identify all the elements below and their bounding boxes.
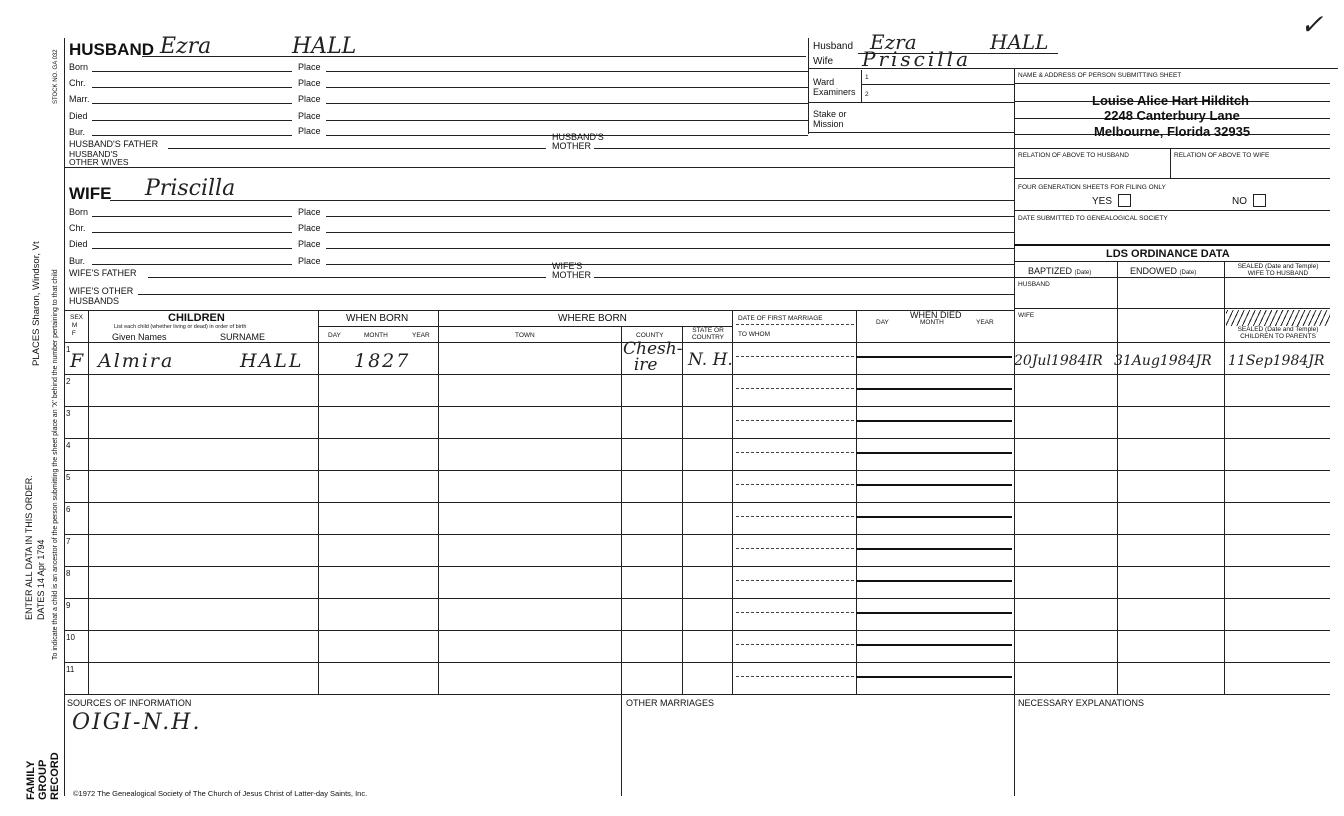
husband-marr-place-label: Place (298, 94, 321, 104)
header-husband-label: Husband (813, 41, 854, 52)
child-died-field[interactable] (856, 470, 1012, 486)
given-names-label: Given Names (112, 332, 167, 342)
w-born-date-line[interactable] (92, 216, 292, 217)
child-row-line (64, 470, 1330, 471)
h-chr-date-line[interactable] (92, 87, 292, 88)
child-marriage-dash[interactable] (736, 644, 854, 645)
wife-died-label: Died (69, 239, 88, 249)
child-marriage-dash[interactable] (736, 612, 854, 613)
children-note: List each child (whether living or dead) in order of birth (114, 324, 247, 330)
h-born-date-line[interactable] (92, 71, 292, 72)
child-row-line (64, 374, 1330, 375)
h-died-place-line[interactable] (326, 120, 808, 121)
relation-top-line (1014, 148, 1330, 149)
baptized-label: BAPTIZED (Date) (1028, 266, 1092, 276)
when-born-sub-line (318, 326, 438, 327)
wife-father-label: WIFE'S FATHER (69, 268, 137, 278)
wife-chr-place-label: Place (298, 223, 321, 233)
date-submitted-label: DATE SUBMITTED TO GENEALOGICAL SOCIETY (1018, 215, 1168, 222)
record-label: RECORD (49, 752, 61, 800)
header-wife-line (808, 68, 1338, 69)
necessary-explanations-label: NECESSARY EXPLANATIONS (1018, 698, 1145, 708)
w-died-date-line[interactable] (92, 248, 292, 249)
other-marriages-label: OTHER MARRIAGES (626, 698, 715, 708)
sources-label: SOURCES OF INFORMATION (67, 698, 192, 708)
header-husband-surname[interactable]: HALL (990, 30, 1049, 54)
wife-bur-place-label: Place (298, 256, 321, 266)
child-marriage-dash[interactable] (736, 548, 854, 549)
ancestor-instruction: To indicate that a child is an ancestor of the person submitting the sheet place an 'X' behind the number pertaining to that child (52, 269, 59, 660)
husband-father-line[interactable] (168, 148, 546, 149)
child-row-number: 8 (66, 569, 71, 578)
child-row-number: 4 (66, 441, 71, 450)
h-bur-date-line[interactable] (92, 135, 292, 136)
submitter-name[interactable]: Louise Alice Hart Hilditch (1092, 93, 1249, 108)
wife-died-place-label: Place (298, 239, 321, 249)
husband-chr-label: Chr. (69, 78, 86, 88)
wife-name-line (110, 200, 1014, 201)
born-day-label: DAY (328, 332, 341, 339)
four-gen-label: FOUR GENERATION SHEETS FOR FILING ONLY (1018, 184, 1166, 191)
born-year-label: YEAR (412, 332, 430, 339)
first-marriage-dash (736, 324, 854, 325)
left-border (64, 38, 65, 796)
child-1-given[interactable]: Almira (98, 350, 175, 372)
sealed-wife-label: SEALED (Date and Temple) WIFE TO HUSBAND (1237, 263, 1319, 277)
endowed-label: ENDOWED (Date) (1130, 266, 1197, 276)
child-died-field[interactable] (856, 630, 1012, 646)
husband-born-label: Born (69, 62, 89, 72)
town-label: TOWN (515, 332, 535, 339)
state-label: STATE OR COUNTRY (691, 327, 725, 341)
col-county (621, 326, 622, 694)
submitter-line-0 (1014, 83, 1330, 84)
husband-name-line (142, 56, 806, 57)
child-1-surname[interactable]: HALL (240, 350, 304, 372)
ward-label: Ward (813, 77, 835, 87)
w-bur-date-line[interactable] (92, 264, 292, 265)
h-chr-place-line[interactable] (326, 87, 808, 88)
husband-died-place-label: Place (298, 111, 321, 121)
stock-number: STOCK NO. GA 032 (53, 49, 59, 104)
child-1-year[interactable]: 1827 (354, 350, 411, 372)
child-row-line (64, 662, 1330, 663)
h-marr-date-line[interactable] (92, 103, 292, 104)
check-mark: ✓ (1300, 8, 1324, 41)
wife-mother-label: WIFE'S MOTHER (552, 261, 591, 280)
wife-born-label: Born (69, 207, 89, 217)
child-died-field[interactable] (856, 534, 1012, 550)
examiner-2-number: 2 (865, 91, 869, 98)
w-chr-place-line[interactable] (326, 232, 1014, 233)
child-marriage-dash[interactable] (736, 452, 854, 453)
examiner-1-number: 1 (865, 74, 869, 81)
lds-header-line (1014, 277, 1330, 278)
yes-label: YES (1092, 196, 1113, 207)
child-row-number: 11 (66, 665, 75, 674)
header-wife-label: Wife (813, 56, 833, 67)
husband-bur-place-label: Place (298, 126, 321, 136)
header-husband-given[interactable]: Ezra (870, 30, 917, 54)
to-whom-label: TO WHOM (738, 331, 771, 338)
relation-husband-label: RELATION OF ABOVE TO HUSBAND (1018, 152, 1129, 159)
child-died-field[interactable] (856, 502, 1012, 518)
lds-top-line (1014, 244, 1330, 246)
child-marriage-dash[interactable] (736, 580, 854, 581)
child-1-baptized[interactable]: 20Jul1984IR (1014, 353, 1103, 369)
child-died-field[interactable] (856, 438, 1012, 454)
child-row-number: 6 (66, 505, 71, 514)
husband-marr-label: Marr. (69, 94, 90, 104)
child-1-state[interactable]: N. H. (688, 350, 733, 370)
submitter-label: NAME & ADDRESS OF PERSON SUBMITTING SHEET (1018, 72, 1182, 79)
child-row-line (64, 630, 1330, 631)
child-row-line (64, 502, 1330, 503)
child-row-line (64, 566, 1330, 567)
child-died-field[interactable] (856, 566, 1012, 582)
husband-mother-label: HUSBAND'S MOTHER (552, 132, 604, 151)
copyright: ©1972 The Genealogical Society of The Church of Jesus Christ of Latter-day Saints, Inc. (73, 789, 368, 798)
sources-value[interactable]: OIGI-N.H. (72, 710, 202, 735)
child-1-sex[interactable]: F (70, 350, 84, 372)
husband-born-place-label: Place (298, 62, 321, 72)
children-heading: CHILDREN (168, 312, 225, 324)
died-month-label: MONTH (920, 319, 944, 326)
children-header-bottom (64, 342, 1330, 343)
h-died-date-line[interactable] (92, 120, 292, 121)
child-row-number: 2 (66, 377, 71, 386)
child-died-field[interactable] (856, 598, 1012, 614)
sex-label: SEX M F (70, 314, 84, 337)
husband-given-name[interactable]: Ezra (160, 34, 212, 59)
children-top-line (64, 310, 1014, 311)
enter-data-instruction: ENTER ALL DATA IN THIS ORDER. (24, 475, 34, 620)
wife-born-place-label: Place (298, 207, 321, 217)
husband-other-wives-label: HUSBAND'S OTHER WIVES (69, 149, 129, 167)
dates-entry: DATES 14 Apr 1794 (36, 539, 46, 620)
stake-mission-label: Stake or Mission (813, 109, 847, 129)
relation-divider (1170, 148, 1171, 178)
child-1-county[interactable]: Chesh- ire (623, 339, 683, 375)
husband-mother-line[interactable] (594, 148, 1014, 149)
child-row-number: 9 (66, 601, 71, 610)
sealed-hatch (1226, 310, 1330, 326)
wife-bur-label: Bur. (69, 256, 86, 266)
child-row-number: 5 (66, 473, 71, 482)
wife-chr-label: Chr. (69, 223, 86, 233)
w-born-place-line[interactable] (326, 216, 1014, 217)
child-row-line (64, 534, 1330, 535)
wife-heading: WIFE (69, 184, 112, 203)
child-died-field[interactable] (856, 662, 1012, 678)
table-bottom-line (64, 694, 1330, 695)
first-marriage-label: DATE OF FIRST MARRIAGE (738, 315, 823, 322)
col-state (682, 326, 683, 694)
group-label: GROUP (37, 759, 49, 800)
husband-bur-label: Bur. (69, 127, 86, 137)
child-1-endowed[interactable]: 31Aug1984JR (1114, 353, 1212, 369)
when-died-label: WHEN DIED (910, 310, 962, 320)
child-row-number: 1 (66, 345, 71, 354)
examiners-divider (861, 70, 862, 102)
relation-bottom-line (1014, 178, 1330, 179)
lds-wife-label: WIFE (1018, 312, 1035, 319)
born-month-label: MONTH (364, 332, 388, 339)
header-wife-given[interactable]: Priscilla (862, 47, 971, 71)
child-row-number: 10 (66, 633, 75, 642)
lds-title-line (1014, 261, 1330, 262)
child-died-field[interactable] (856, 342, 1012, 358)
lds-husband-label: HUSBAND (1018, 281, 1050, 288)
wife-father-line[interactable] (148, 277, 546, 278)
husband-section-bottom (64, 167, 1014, 168)
child-row-number: 3 (66, 409, 71, 418)
child-marriage-dash[interactable] (736, 388, 854, 389)
died-year-label: YEAR (976, 319, 994, 326)
husband-died-label: Died (69, 111, 88, 121)
husband-father-label: HUSBAND'S FATHER (69, 139, 159, 149)
wife-mother-line[interactable] (594, 277, 1014, 278)
wife-given-name[interactable]: Priscilla (145, 176, 236, 201)
where-born-label: WHERE BORN (558, 313, 627, 324)
w-bur-place-line[interactable] (326, 264, 1014, 265)
surname-label: SURNAME (220, 332, 266, 342)
examiner-1-line[interactable] (861, 84, 1014, 85)
husband-surname[interactable]: HALL (292, 34, 357, 59)
relation-wife-label: RELATION OF ABOVE TO WIFE (1174, 152, 1270, 159)
other-marriages-divider (621, 694, 622, 796)
child-row-line (64, 598, 1330, 599)
no-checkbox[interactable] (1253, 194, 1266, 207)
child-marriage-dash[interactable] (736, 676, 854, 677)
child-marriage-dash[interactable] (736, 356, 854, 357)
submitter-city[interactable]: Melbourne, Florida 32935 (1094, 124, 1251, 139)
husband-heading: HUSBAND (69, 40, 154, 59)
lds-husband-line (1014, 308, 1330, 309)
sealed-children-label: SEALED (Date and Temple) CHILDREN TO PARENTS (1226, 326, 1330, 340)
lds-title: LDS ORDINANCE DATA (1106, 248, 1230, 260)
no-label: NO (1232, 196, 1247, 207)
examiner-2-line[interactable] (808, 102, 1014, 103)
h-marr-place-line[interactable] (326, 103, 808, 104)
child-1-sealed[interactable]: 11Sep1984JR (1228, 353, 1325, 369)
h-born-place-line[interactable] (326, 71, 808, 72)
family-label: FAMILY (25, 760, 37, 800)
w-died-place-line[interactable] (326, 248, 1014, 249)
yes-checkbox[interactable] (1118, 194, 1131, 207)
died-day-label: DAY (876, 319, 889, 326)
places-entry: PLACES Sharon, Windsor, Vt (31, 241, 42, 366)
when-born-label: WHEN BORN (346, 313, 409, 324)
county-label: COUNTY (636, 332, 664, 339)
stake-line[interactable] (808, 132, 1014, 133)
child-row-line (64, 406, 1330, 407)
header-right-divider (808, 38, 809, 134)
child-marriage-dash[interactable] (736, 484, 854, 485)
child-marriage-dash[interactable] (736, 420, 854, 421)
child-died-field[interactable] (856, 374, 1012, 390)
submitter-street[interactable]: 2248 Canterbury Lane (1104, 108, 1240, 123)
husband-chr-place-label: Place (298, 78, 321, 88)
four-gen-bottom-line (1014, 210, 1330, 211)
w-chr-date-line[interactable] (92, 232, 292, 233)
examiners-label: Examiners (813, 87, 856, 97)
wife-other-husbands-label: WIFE'S OTHER HUSBANDS (69, 286, 134, 306)
child-marriage-dash[interactable] (736, 516, 854, 517)
child-row-line (64, 438, 1330, 439)
child-row-number: 7 (66, 537, 71, 546)
child-died-field[interactable] (856, 406, 1012, 422)
wife-other-husbands-line[interactable] (138, 294, 1014, 295)
